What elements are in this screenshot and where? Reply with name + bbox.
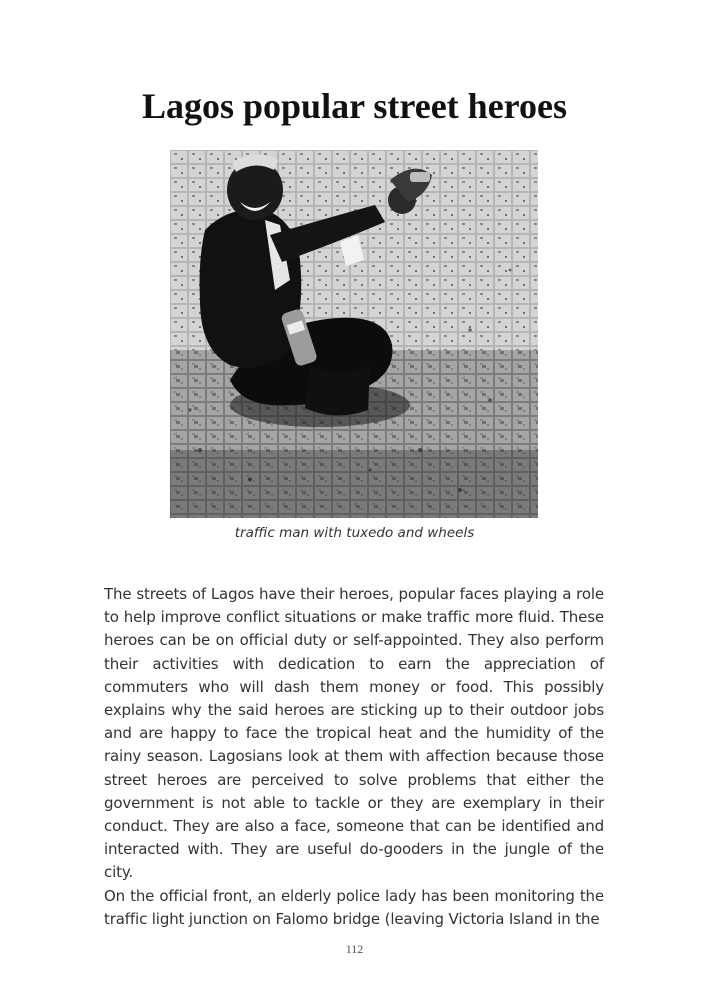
photo-traffic-man — [170, 150, 538, 518]
photo-caption: traffic man with tuxedo and wheels — [234, 525, 475, 541]
page-number: 112 — [345, 942, 364, 956]
body-text — [104, 583, 604, 931]
photo-illustration — [170, 150, 538, 518]
paragraph-2: On the official front, an elderly police lady has been monitoring the traffic light junction on Falomo bridge (leaving Victoria Island in the — [104, 886, 604, 928]
paragraph-1: The streets of Lagos have their heroes, popular faces playing a role to help improve conflict situations or make traffic more fluid. These heroes can be on official duty or self-appointed. They also perform their activities with dedication to earn the appreciation of commuters who will dash them money or food. This possibly explains why the said heroes are sticking up to their outdoor jobs and are happy to face the tropical heat and the humidity of the rainy season. Lagosians look at them with affection because those street heroes are perceived to solve problems that either the government is not able to tackle or they are exemplary in their conduct. They are also a face, someone that can be identified and interacted with. They are useful do-gooders in the jungle of the city. — [104, 585, 604, 882]
page-title: Lagos popular street heroes — [141, 86, 567, 126]
